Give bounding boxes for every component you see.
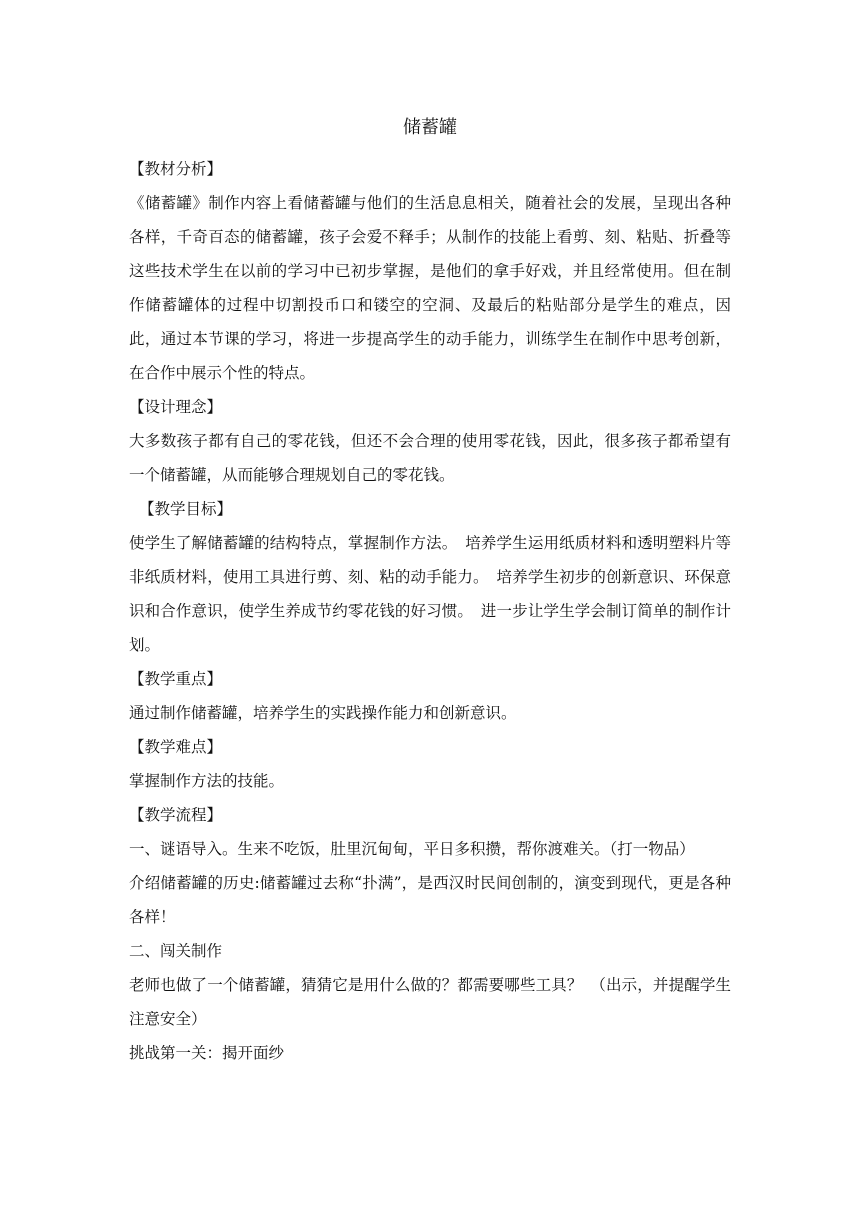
teaching-goals-heading: 【教学目标】	[139, 500, 233, 518]
process-teacher-paragraph: 老师也做了一个储蓄罐，猜猜它是用什么做的？都需要哪些工具？ （出示，并提醒学生注意安全）	[129, 976, 731, 1028]
teaching-difficulties-paragraph: 掌握制作方法的技能。	[129, 772, 285, 790]
document-body	[129, 152, 731, 1070]
process-challenge-one: 挑战第一关：揭开面纱	[129, 1044, 285, 1062]
process-riddle-intro: 一、谜语导入。生来不吃饭，肚里沉甸甸，平日多积攒，帮你渡难关。（打一物品）	[129, 840, 695, 858]
design-concept-paragraph: 大多数孩子都有自己的零花钱，但还不会合理的使用零花钱，因此，很多孩子都希望有一个储蓄罐，从而能够合理规划自己的零花钱。	[129, 432, 731, 484]
teaching-goals-paragraph: 使学生了解储蓄罐的结构特点，掌握制作方法。 培养学生运用纸质材料和透明塑料片等非纸质材料，使用工具进行剪、刻、粘的动手能力。 培养学生初步的创新意识、环保意识和合作意识，使学生养成节约零花钱的好习惯。 进一步让学生学会制订简单的制作计划。	[129, 534, 731, 654]
teaching-key-points-paragraph: 通过制作储蓄罐，培养学生的实践操作能力和创新意识。	[129, 704, 517, 722]
process-history-paragraph: 介绍储蓄罐的历史:储蓄罐过去称“扑满”，是西汉时民间创制的，演变到现代，更是各种各样！	[129, 874, 731, 926]
teaching-process-heading: 【教学流程】	[129, 806, 223, 824]
teaching-difficulties-heading: 【教学难点】	[129, 738, 223, 756]
document-title: 储蓄罐	[403, 117, 457, 138]
process-step-two: 二、闯关制作	[129, 942, 223, 960]
material-analysis-paragraph: 《储蓄罐》制作内容上看储蓄罐与他们的生活息息相关，随着社会的发展，呈现出各种各样，千奇百态的储蓄罐，孩子会爱不释手；从制作的技能上看剪、刻、粘贴、折叠等这些技术学生在以前的学习中已初步掌握，是他们的拿手好戏，并且经常使用。但在制作储蓄罐体的过程中切割投币口和镂空的空洞、及最后的粘贴部分是学生的难点，因此，通过本节课的学习，将进一步提高学生的动手能力，训练学生在制作中思考创新，在合作中展示个性的特点。	[129, 194, 731, 382]
teaching-key-points-heading: 【教学重点】	[129, 670, 223, 688]
material-analysis-heading: 【教材分析】	[129, 160, 223, 178]
design-concept-heading: 【设计理念】	[129, 398, 223, 416]
